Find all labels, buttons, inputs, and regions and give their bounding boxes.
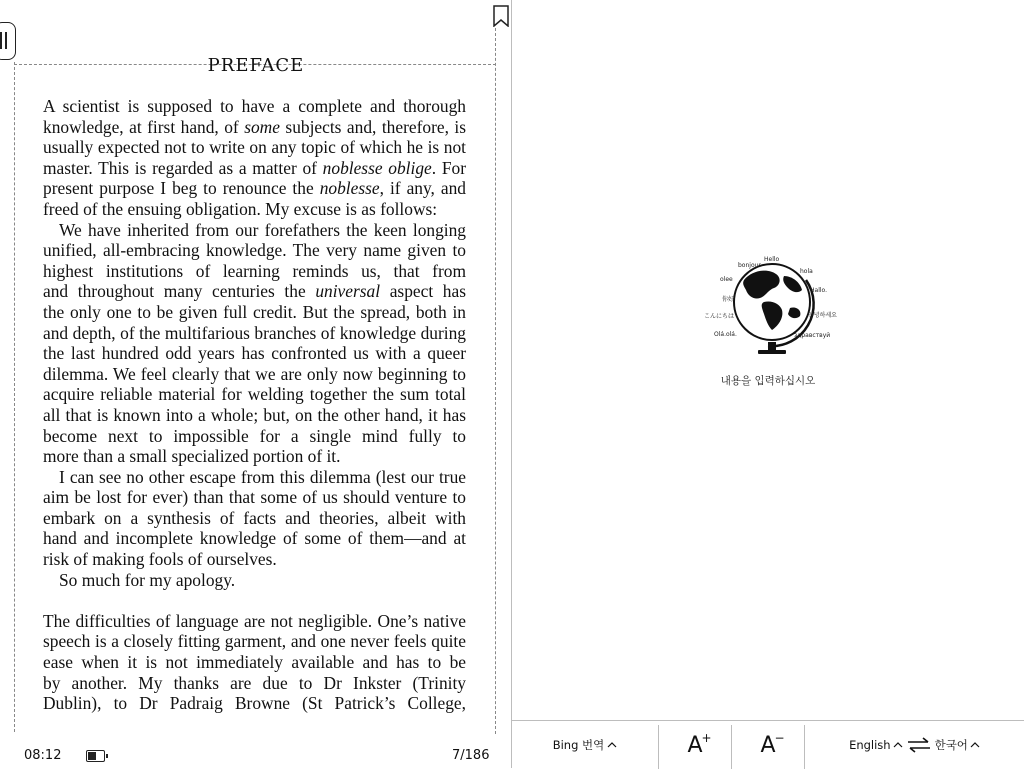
- text-segment: ease when it is not immediately available and has to be: [43, 652, 466, 673]
- text-segment: A scientist is supposed to have a complete and thorough: [43, 96, 466, 116]
- text-line: [43, 467, 466, 488]
- text-line: [43, 652, 466, 673]
- battery-icon: [86, 750, 105, 762]
- italic-text: noblesse oblige: [322, 157, 432, 178]
- chevron-up-icon: [607, 741, 617, 749]
- text-line: [43, 220, 466, 241]
- greeting-text: 你好: [722, 296, 735, 303]
- chevron-up-icon[interactable]: [970, 741, 980, 749]
- plus-icon: +: [701, 730, 712, 745]
- text-segment: risk of making fools of ourselves.: [43, 549, 277, 570]
- text-line: [43, 323, 466, 344]
- target-language[interactable]: 한국어: [934, 738, 968, 752]
- text-segment: unified, all-embracing knowledge. The very name given to: [43, 240, 466, 261]
- text-segment: We have inherited from our forefathers the keen longing: [59, 219, 466, 240]
- text-segment: master. This is regarded as a matter of: [43, 157, 323, 178]
- font-decrease-label: A: [760, 732, 776, 758]
- text-line: [43, 117, 466, 138]
- text-segment: and throughout many centuries the: [43, 281, 316, 302]
- text-segment: usually expected not to write on any topic of which he is not: [43, 137, 466, 158]
- text-segment: knowledge, at first hand, of: [43, 116, 245, 137]
- text-line: [43, 261, 466, 282]
- bookmark-icon[interactable]: [492, 5, 510, 27]
- italic-text: some: [244, 116, 280, 137]
- text-line: [43, 405, 466, 426]
- text-line: [43, 549, 466, 570]
- engine-label: Bing 번역: [552, 738, 605, 752]
- font-decrease-button[interactable]: [732, 721, 804, 769]
- chevron-up-icon[interactable]: [893, 741, 903, 749]
- text-segment: and depth, of the multifarious branches of knowledge during: [43, 322, 466, 343]
- paragraph-gap: [43, 590, 466, 611]
- page-number[interactable]: 7/186: [452, 748, 490, 763]
- text-line: [43, 631, 466, 652]
- text-segment: embark on a synthesis of facts and theories, albeit with: [43, 507, 466, 528]
- text-line: [43, 96, 466, 117]
- engine-selector[interactable]: [512, 721, 658, 769]
- text-line: [43, 384, 466, 405]
- text-line: [43, 446, 466, 467]
- text-segment: . For: [431, 157, 466, 178]
- text-line: [43, 528, 466, 549]
- text-segment: hand and incomplete knowledge of some of them—and at: [43, 528, 466, 549]
- text-segment: aim be lost for ever) than that some of us should venture to: [43, 487, 466, 508]
- text-segment: become next to impossible for a single mind fully to: [43, 425, 466, 446]
- text-segment: the only one to be given full credit. But the spread, both in: [43, 301, 466, 322]
- text-line: [43, 343, 466, 364]
- text-segment: subjects and, therefore, is: [279, 116, 466, 137]
- text-line: [43, 364, 466, 385]
- text-line: [43, 302, 466, 323]
- source-language[interactable]: English: [849, 738, 891, 752]
- font-increase-button[interactable]: [659, 721, 731, 769]
- text-segment: present purpose I beg to renounce the: [43, 178, 320, 199]
- text-line: [43, 570, 466, 591]
- minus-icon: −: [774, 730, 785, 745]
- greeting-text: здравствуй: [794, 332, 831, 339]
- greeting-text: hola: [800, 268, 813, 275]
- globe-illustration: [702, 250, 842, 362]
- text-segment: So much for my apology.: [59, 569, 236, 590]
- text-line: [43, 137, 466, 158]
- text-segment: The difficulties of language are not negligible. One’s native: [43, 610, 466, 631]
- text-segment: aspect has: [389, 281, 466, 302]
- text-segment: dilemma. We feel clearly that we are only now beginning to: [43, 363, 466, 384]
- status-time: 08:12: [24, 748, 62, 763]
- text-segment: highest institutions of learning reminds us, that from: [43, 260, 466, 281]
- font-increase-label: A: [687, 732, 703, 758]
- text-segment: Dublin), to Dr Padraig Browne (St Patrick’s College,: [43, 693, 466, 714]
- input-prompt: 내용을 입력하십시오: [720, 375, 816, 387]
- greeting-text: olee: [720, 276, 733, 283]
- translation-pane[interactable]: [512, 0, 1024, 720]
- text-line: [43, 508, 466, 529]
- reader-pane[interactable]: [0, 0, 512, 768]
- margin-guide-left: [14, 62, 15, 732]
- chapter-title: PREFACE: [207, 55, 305, 76]
- page-text[interactable]: [43, 96, 466, 714]
- text-line: [43, 178, 466, 199]
- text-segment: acquire reliable material for welding together the sum total: [43, 384, 466, 405]
- italic-text: noblesse: [319, 178, 380, 199]
- text-line: [43, 281, 466, 302]
- text-segment: by another. My thanks are due to Dr Inkster (Trinity: [43, 672, 466, 693]
- text-segment: , if any, and: [379, 178, 466, 199]
- margin-guide-right: [495, 28, 496, 734]
- text-segment: speech is a closely fitting garment, and one never feels quite: [43, 631, 466, 652]
- globe-icon: [702, 250, 842, 362]
- greeting-text: Hello: [764, 256, 780, 263]
- language-pair[interactable]: [805, 721, 1024, 769]
- greeting-text: Olá.olá.: [714, 331, 737, 338]
- swap-languages-icon[interactable]: [907, 737, 931, 753]
- text-line: [43, 693, 466, 714]
- text-segment: freed of the ensuing obligation. My excuse is as follows:: [43, 198, 438, 219]
- text-segment: all that is known into a whole; but, on the other hand, it has: [43, 404, 466, 425]
- translation-toolbar: [512, 720, 1024, 769]
- italic-text: universal: [315, 281, 381, 302]
- text-segment: I can see no other escape from this dilemma (lest our true: [59, 466, 466, 487]
- text-line: [43, 240, 466, 261]
- text-line: [43, 673, 466, 694]
- greeting-text: こんにちは: [704, 313, 735, 320]
- text-line: [43, 158, 466, 179]
- text-segment: the last hundred odd years has confronted us with a queer: [43, 343, 466, 364]
- text-line: [43, 611, 466, 632]
- greeting-text: 안녕하세요: [808, 312, 837, 319]
- text-segment: more than a small specialized portion of it.: [43, 446, 341, 467]
- greeting-text: bonjour: [738, 262, 761, 269]
- text-line: [43, 199, 466, 220]
- text-line: [43, 426, 466, 447]
- text-line: [43, 487, 466, 508]
- greeting-text: Hallo.: [810, 287, 827, 294]
